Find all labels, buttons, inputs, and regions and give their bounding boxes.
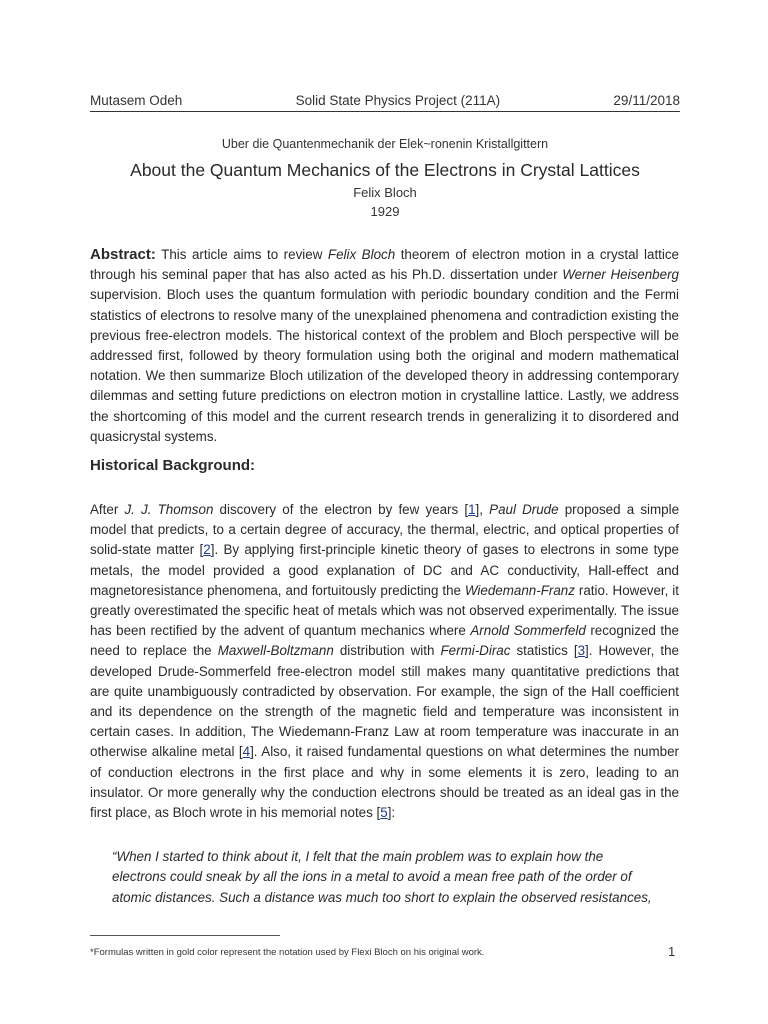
block-quote: “When I started to think about it, I felt that the main problem was to explain how the electrons could sneak by all the ions in a metal to avoid a mean free path of the order of atomic distances. Such a distance was much too short to explain the observed resistances, [112, 849, 652, 905]
abstract-text: theorem of electron motion in a crystal lattice through his seminal paper that has also acted as his Ph.D. dissertation under [90, 247, 680, 283]
section-heading: Historical Background: [90, 457, 256, 474]
footnote: *Formulas written in gold color represent the notation used by Flexi Bloch on his original work. [90, 947, 485, 958]
history-text: proposed a simple model that predicts, to a certain degree of accuracy, the thermal, electric, and optical properties of solid-state matter [ [90, 502, 680, 558]
reference-link-1[interactable]: 1 [468, 502, 476, 517]
history-text: recognized the need to replace the [90, 623, 679, 659]
history-text: ]. By applying first-principle kinetic theory of gases to electrons in some type metals, the model provided a good explanation of DC and AC conductivity, Hall-effect and magnetoresistance phenomena, and fortuitously predicting the [90, 542, 679, 598]
footnote-divider [90, 935, 280, 936]
reference-link-5[interactable]: 5 [380, 805, 388, 821]
history-text: ]: [387, 805, 396, 821]
abstract-emphasis: Werner Heisenberg [562, 267, 679, 283]
reference-link-4[interactable]: 4 [242, 744, 251, 760]
header-date: 29/11/2018 [613, 93, 680, 108]
history-emphasis: Wiedemann-Franz [464, 582, 575, 598]
reference-link-2[interactable]: 2 [203, 542, 211, 558]
history-emphasis: Maxwell-Boltzmann [217, 643, 334, 659]
history-emphasis: J. J. Thomson [124, 502, 214, 517]
header-project: Solid State Physics Project (211A) [295, 93, 501, 108]
abstract-text: supervision. Bloch uses the quantum formulation with periodic boundary condition and the Fermi statistics of electrons to resolve many of the unexplained phenomena and contradiction existing the previous free-electron models. The historical context of the problem and Bloch perspective will be addressed first, followed by theory formulation using both the original and modern mathematical notation. We then summarize Bloch utilization of the developed theory in addressing contemporary dilemmas and setting future predictions on electron motion in crystalline lattice. Lastly, we address the shortcoming of this model and the current research trends in generalizing it to disordered and quasicrystal systems. [90, 287, 679, 444]
history-text: After [90, 502, 125, 517]
history-text: ]. However, the developed Drude-Sommerfeld free-electron model still makes many quantitative predictions that are quite unambiguously contradicted by observation. For example, the sign of the Hall coefficient and its dependence on the strength of the magnetic field and temperature was inconsistent in certain cases. In addition, The Wiedemann-Franz Law at room temperature was inaccurate in an otherwise alkaline metal [ [90, 643, 679, 760]
paper-author: Felix Bloch [353, 185, 417, 200]
abstract-paragraph [90, 245, 679, 447]
page-header [90, 93, 680, 112]
abstract-emphasis: Felix Bloch [327, 247, 396, 262]
history-text: distribution with [333, 643, 441, 659]
history-text: statistics [ [510, 643, 578, 659]
history-text: discovery of the electron by few years [ [213, 502, 469, 517]
history-paragraph [90, 500, 679, 823]
abstract-text: This article aims to review [155, 247, 328, 262]
english-title: About the Quantum Mechanics of the Electrons in Crystal Lattices [130, 160, 640, 180]
german-title: Uber die Quantenmechanik der Elek~ronenin Kristallgittern [221, 137, 549, 151]
history-emphasis: Fermi-Dirac [440, 643, 511, 659]
page-number: 1 [668, 944, 676, 959]
history-text: ]. Also, it raised fundamental questions on what determines the number of conduction electrons in the first place and why in some elements it is zero, leading to an insulator. Or more generally why the conduction electrons should be treated as an ideal gas in the first place, as Bloch wrote in his memorial notes [ [90, 744, 679, 821]
history-emphasis: Paul Drude [489, 502, 559, 517]
reference-link-3[interactable]: 3 [577, 643, 586, 659]
title-block [90, 136, 680, 221]
header-author: Mutasem Odeh [90, 93, 183, 108]
history-emphasis: Arnold Sommerfeld [470, 623, 586, 639]
history-text: ratio. However, it greatly overestimated the specific heat of metals which was not observed experimentally. The issue has been rectified by the advent of quantum mechanics where [90, 582, 679, 639]
paper-year: 1929 [370, 204, 400, 219]
history-text: ], [475, 502, 490, 517]
abstract-label: Abstract: [90, 246, 156, 263]
